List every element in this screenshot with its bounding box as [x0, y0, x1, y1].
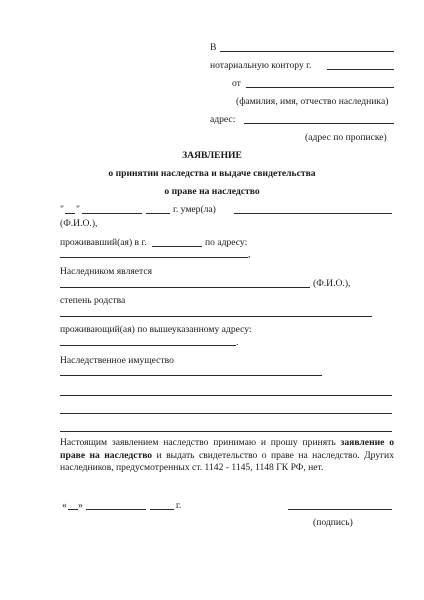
footer-year-blank: [150, 509, 174, 510]
property-line-3: [60, 413, 392, 414]
signature-line: [288, 509, 392, 510]
address-label: адрес:: [210, 114, 236, 125]
heir-is-label: Наследником является: [60, 266, 153, 277]
property-label: Наследственное имущество: [60, 355, 174, 366]
from-prefix: от: [232, 78, 241, 89]
death-year-blank: [146, 213, 170, 214]
footer-date-close: »: [78, 500, 83, 511]
statement-bold-text: заявление о праве на наследство: [60, 437, 394, 461]
heir-name-field-line: [60, 287, 310, 288]
statement-text-2: и выдать свидетельство о праве на наследство. Других наследников, предусмотренных ст. 1142 - 1145, 1148 ГК РФ, нет.: [60, 449, 394, 474]
footer-day-blank: [68, 509, 78, 510]
statement-paragraph: [60, 437, 394, 475]
lived-end-comma: ,: [248, 249, 251, 260]
deceased-fio-label: (Ф.И.О.),: [60, 218, 98, 229]
deceased-city-line: [152, 246, 202, 247]
lived-in-label: проживавший(ая) в г.: [60, 237, 147, 248]
to-prefix: В: [210, 42, 217, 53]
heir-fio-label: (Ф.И.О.),: [313, 278, 351, 289]
address-hint: (адрес по прописке): [305, 132, 387, 143]
kinship-line: [60, 316, 372, 317]
heir-name-hint: (фамилия, имя, отчество наследника): [236, 96, 389, 107]
death-day-blank: [65, 213, 75, 214]
signature-label: (подпись): [313, 517, 353, 528]
deceased-name-line: [234, 213, 392, 214]
kinship-label: степень родства: [60, 295, 126, 306]
death-month-blank: [82, 213, 142, 214]
deceased-address-line: [60, 257, 248, 258]
document-title: ЗАЯВЛЕНИЕ: [182, 150, 242, 161]
died-label: г. умер(ла): [173, 204, 216, 215]
residing-label: проживающий(ая) по вышеуказанному адресу:: [60, 324, 252, 335]
statement-text-1: Настоящим заявлением наследство принимаю и прошу принять: [60, 437, 341, 448]
document-subtitle-line-2: о праве на наследство: [164, 186, 260, 197]
footer-date-open: «: [62, 500, 67, 511]
heir-name-line: [246, 87, 394, 88]
date-quote-open: ": [60, 204, 64, 215]
document-subtitle-line-1: о принятии наследства и выдаче свидетельства: [108, 168, 316, 179]
residing-address-line: [60, 345, 236, 346]
notary-city-line: [327, 69, 394, 70]
property-line-2: [60, 395, 392, 396]
notary-recipient-line: [220, 51, 394, 52]
residing-end-dot: .: [236, 337, 239, 348]
address-line: [244, 123, 394, 124]
date-quote-close: ": [76, 204, 80, 215]
footer-year-label: г.: [176, 500, 182, 511]
property-line-1: [60, 375, 322, 376]
lived-address-label: по адресу:: [205, 237, 248, 248]
footer-month-blank: [86, 509, 146, 510]
notary-office-label: нотариальную контору г.: [210, 60, 312, 71]
property-line-4: [60, 431, 392, 432]
